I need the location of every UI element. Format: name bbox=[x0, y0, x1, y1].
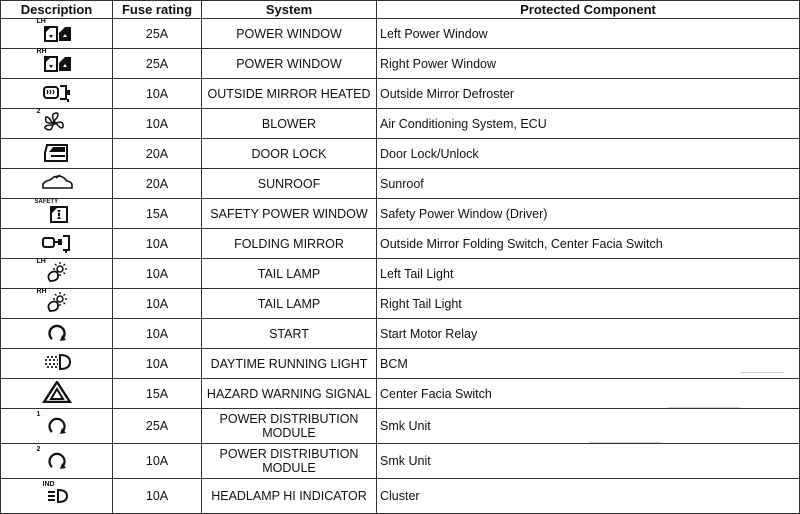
system-name: OUTSIDE MIRROR HEATED bbox=[202, 79, 377, 109]
fuse-rating: 25A bbox=[113, 49, 202, 79]
protected-component: Smk Unit bbox=[377, 409, 800, 444]
protected-component: Sunroof bbox=[377, 169, 800, 199]
table-row bbox=[1, 79, 800, 109]
system-name: DOOR LOCK bbox=[202, 139, 377, 169]
system-name: POWER DISTRIBUTION MODULE bbox=[202, 409, 377, 444]
table-row bbox=[1, 109, 800, 139]
table-row bbox=[1, 229, 800, 259]
mirror-heater-icon bbox=[41, 81, 75, 103]
table-row bbox=[1, 19, 800, 49]
header-description: Description bbox=[1, 1, 113, 19]
system-name: HAZARD WARNING SIGNAL bbox=[202, 379, 377, 409]
table-row bbox=[1, 139, 800, 169]
protected-component: BCM bbox=[377, 349, 800, 379]
table-row bbox=[1, 444, 800, 479]
fuse-rating: 15A bbox=[113, 379, 202, 409]
protected-component: Center Facia Switch bbox=[377, 379, 800, 409]
table-row bbox=[1, 349, 800, 379]
rh-tail-lamp-icon bbox=[41, 291, 75, 313]
protected-component: Safety Power Window (Driver) bbox=[377, 199, 800, 229]
icon-prefix: SAFETY bbox=[34, 199, 59, 205]
door-lock-icon bbox=[41, 141, 75, 163]
protected-component: Door Lock/Unlock bbox=[377, 139, 800, 169]
table-row bbox=[1, 379, 800, 409]
icon-prefix: RH bbox=[36, 48, 47, 55]
hazard-warning-icon bbox=[41, 381, 75, 403]
headlamp-hi-indicator-icon bbox=[41, 484, 75, 506]
table-row bbox=[1, 169, 800, 199]
lh-tail-lamp-icon bbox=[41, 261, 75, 283]
fuse-rating: 10A bbox=[113, 319, 202, 349]
fuse-rating: 10A bbox=[113, 479, 202, 514]
protected-component: Right Tail Light bbox=[377, 289, 800, 319]
table-row bbox=[1, 49, 800, 79]
protected-component: Outside Mirror Folding Switch, Center Facia Switch bbox=[377, 229, 800, 259]
icon-prefix: 2 bbox=[36, 445, 41, 453]
protected-component: Air Conditioning System, ECU bbox=[377, 109, 800, 139]
system-name: TAIL LAMP bbox=[202, 289, 377, 319]
fuse-rating: 10A bbox=[113, 109, 202, 139]
fuse-rating: 15A bbox=[113, 199, 202, 229]
header-row bbox=[1, 1, 800, 19]
fuse-rating: 10A bbox=[113, 444, 202, 479]
power-distribution-1-icon bbox=[41, 414, 75, 436]
fuse-rating: 10A bbox=[113, 229, 202, 259]
fuse-rating: 10A bbox=[113, 289, 202, 319]
protected-component: Start Motor Relay bbox=[377, 319, 800, 349]
lh-power-window-icon bbox=[41, 21, 75, 43]
system-name: SAFETY POWER WINDOW bbox=[202, 199, 377, 229]
protected-component: Outside Mirror Defroster bbox=[377, 79, 800, 109]
fuse-rating: 10A bbox=[113, 79, 202, 109]
fuse-rating: 20A bbox=[113, 139, 202, 169]
system-name: DAYTIME RUNNING LIGHT bbox=[202, 349, 377, 379]
fuse-rating: 20A bbox=[113, 169, 202, 199]
scan-artifact bbox=[590, 442, 660, 443]
scan-artifact bbox=[668, 407, 740, 408]
blower-fan-icon bbox=[41, 111, 75, 133]
fuse-rating: 10A bbox=[113, 349, 202, 379]
fuse-rating: 25A bbox=[113, 409, 202, 444]
sunroof-icon bbox=[41, 171, 75, 193]
table-row bbox=[1, 409, 800, 444]
system-name: FOLDING MIRROR bbox=[202, 229, 377, 259]
table-row bbox=[1, 289, 800, 319]
start-icon bbox=[41, 321, 75, 343]
system-name: START bbox=[202, 319, 377, 349]
system-name: POWER WINDOW bbox=[202, 49, 377, 79]
icon-prefix: RH bbox=[36, 288, 47, 295]
icon-prefix: IND bbox=[42, 480, 55, 488]
icon-prefix: LH bbox=[36, 18, 46, 25]
protected-component: Left Tail Light bbox=[377, 259, 800, 289]
fuse-rating: 10A bbox=[113, 259, 202, 289]
protected-component: Right Power Window bbox=[377, 49, 800, 79]
folding-mirror-icon bbox=[41, 231, 75, 253]
power-distribution-2-icon bbox=[41, 449, 75, 471]
system-name: BLOWER bbox=[202, 109, 377, 139]
rh-power-window-icon bbox=[41, 51, 75, 73]
daytime-running-light-icon bbox=[41, 351, 75, 373]
header-protected-component: Protected Component bbox=[377, 1, 800, 19]
protected-component: Smk Unit bbox=[377, 444, 800, 479]
table-row bbox=[1, 319, 800, 349]
table-row bbox=[1, 259, 800, 289]
system-name: TAIL LAMP bbox=[202, 259, 377, 289]
system-name: HEADLAMP HI INDICATOR bbox=[202, 479, 377, 514]
icon-prefix: LH bbox=[36, 258, 46, 265]
table-row bbox=[1, 479, 800, 514]
icon-prefix: 1 bbox=[36, 410, 41, 418]
scan-artifact bbox=[740, 372, 784, 373]
safety-power-window-icon bbox=[41, 201, 75, 223]
system-name: POWER WINDOW bbox=[202, 19, 377, 49]
system-name: SUNROOF bbox=[202, 169, 377, 199]
header-fuse-rating: Fuse rating bbox=[113, 1, 202, 19]
fuse-rating: 25A bbox=[113, 19, 202, 49]
protected-component: Cluster bbox=[377, 479, 800, 514]
header-system: System bbox=[202, 1, 377, 19]
icon-prefix: 2 bbox=[36, 108, 41, 115]
system-name: POWER DISTRIBUTION MODULE bbox=[202, 444, 377, 479]
table-row bbox=[1, 199, 800, 229]
protected-component: Left Power Window bbox=[377, 19, 800, 49]
